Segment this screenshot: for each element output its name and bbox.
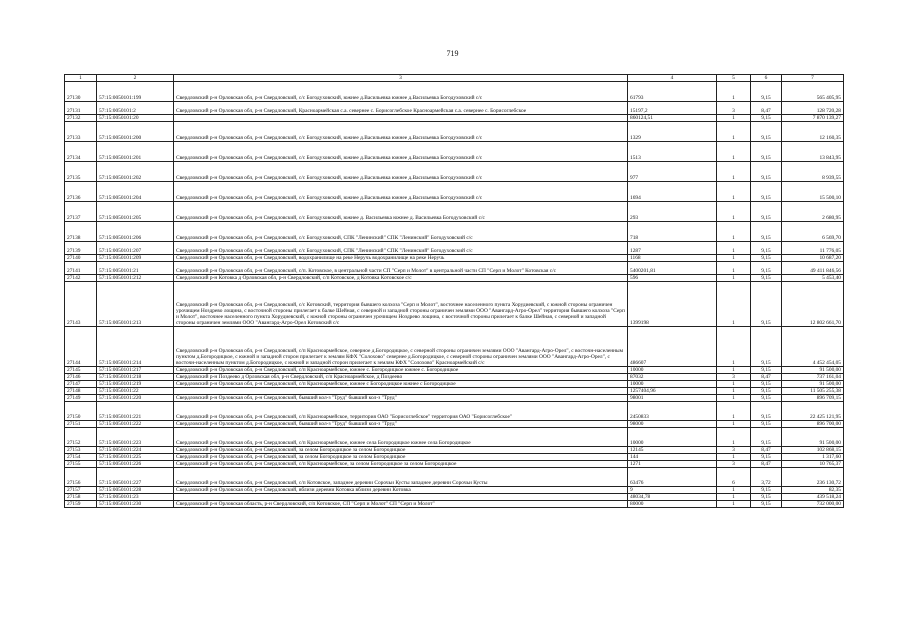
cadastral-number-cell: 57:15:0050101:206 (97, 222, 174, 242)
row-number-cell: 27152 (65, 428, 97, 447)
row-number-cell: 27131 (65, 102, 97, 115)
cadastral-number-cell: 57:15:0050101:205 (97, 202, 174, 222)
cadastral-number-cell: 57:15:0050101:217 (97, 367, 174, 374)
value-cell: 11 776,05 (782, 242, 844, 255)
rate-cell: 9,15 (751, 115, 782, 122)
rate-cell: 9,15 (751, 501, 782, 508)
row-number-cell: 27139 (65, 242, 97, 255)
column-5-cell: 1 (717, 381, 751, 388)
cadastral-number-cell: 57:15:0050101:227 (97, 468, 174, 487)
location-cell: Свердловский р-н Орловская обл, р-н Свердловский, с/п. Котовское, в центральной части СП "Серп и Молот" в центральной части СП "Серп и Молот" Котовская с/с (174, 262, 628, 275)
area-cell: 977 (628, 162, 717, 182)
area-cell: 9 (628, 487, 717, 494)
value-cell: 12 160,35 (782, 122, 844, 142)
table-row (65, 501, 844, 508)
value-cell: 91 500,00 (782, 381, 844, 388)
rate-cell: 9,15 (751, 262, 782, 275)
column-5-cell: 1 (717, 275, 751, 282)
table-row (65, 275, 844, 282)
cadastral-number-cell: 57:15:0050101:228 (97, 487, 174, 494)
value-cell: 732 000,00 (782, 501, 844, 508)
column-5-cell: 1 (717, 454, 751, 461)
location-cell: Свердловский р-н Котовка д Орловская обл, р-н Свердловский, с/п Котовское, д Котовка Котовское с/с (174, 275, 628, 282)
column-5-cell: 1 (717, 501, 751, 508)
rate-cell: 9,15 (751, 82, 782, 102)
table-row (65, 327, 844, 367)
row-number-cell: 27145 (65, 367, 97, 374)
location-cell: Свердловский р-н Орловская обл, р-н Свердловский, с/с Богодуховский, южнее д.Васильевка южнее д.Васильевка Богодуховский с/с (174, 182, 628, 202)
cadastral-number-cell: 57:15:0050101:230 (97, 501, 174, 508)
area-cell: 15197,2 (628, 102, 717, 115)
location-cell: Свердловский р-н Орловская обл, р-н Свердловский, за селом Богородицкое за селом Богородицкое (174, 447, 628, 454)
cadastral-number-cell: 57:15:0050101:2 (97, 102, 174, 115)
location-cell: Свердловский р-н Орловская обл, р-н Свердловский, бывший кол-з "Труд" бывший кол-з "Труд" (174, 395, 628, 402)
area-cell: 12145 (628, 447, 717, 454)
table-row (65, 82, 844, 102)
location-cell: Свердловский р-н Орловская обл, р-н Свердловский, с/п Красноармейское, северное д.Богородицкое, с северной стороны ограничен землями ООО "Авангард-Агро-Орел", с восточн-населенным пунктом д.Богородицкое, с южной и западной сторон прилегает к землям КФХ "Солохово" севернее д.Богородицкое, с северной стороны ограничен землями ООО "Авангард-Агро-Орел", с восточн-населенным пунктом д.Богородицкое, с южной и западной сторон прилегает к землям КФХ "Солохово" Красноармейский с/с (174, 327, 628, 367)
row-number-cell: 27137 (65, 202, 97, 222)
rate-cell: 8,47 (751, 374, 782, 381)
column-5-cell: 3 (717, 102, 751, 115)
row-number-cell: 27158 (65, 494, 97, 501)
table-row (65, 454, 844, 461)
rate-cell: 9,15 (751, 388, 782, 395)
rate-cell: 9,15 (751, 202, 782, 222)
value-cell: 5 453,40 (782, 275, 844, 282)
table-row (65, 115, 844, 122)
cadastral-number-cell: 57:15:0050101:219 (97, 381, 174, 388)
cadastral-number-cell: 57:15:0050101:23 (97, 494, 174, 501)
area-cell: 61793 (628, 82, 717, 102)
table-row (65, 468, 844, 487)
area-cell: 1271 (628, 461, 717, 468)
value-cell: 13 843,95 (782, 142, 844, 162)
value-cell: 236 130,72 (782, 468, 844, 487)
area-cell: 144 (628, 454, 717, 461)
location-cell: Свердловский р-н Орловская обл, р-н Свердловский, вблизи деревни Котовка вблизи деревни Котовка (174, 487, 628, 494)
cadastral-number-cell: 57:15:0050101:226 (97, 461, 174, 468)
rate-cell: 8,47 (751, 102, 782, 115)
column-header-2: 2 (97, 75, 174, 82)
column-5-cell: 1 (717, 202, 751, 222)
rate-cell: 9,15 (751, 395, 782, 402)
cadastral-number-cell: 57:15:0050101:218 (97, 374, 174, 381)
rate-cell: 9,15 (751, 454, 782, 461)
value-cell: 6 569,70 (782, 222, 844, 242)
location-cell: Свердловский р-н Орловская обл, р-н Свердловский, водохранилище на реке Неручь водохранилище на реке Неручь (174, 255, 628, 262)
area-cell: 293 (628, 202, 717, 222)
location-cell: Свердловский р-н Орловская обл, р-н Свердловский, с/с Богодуховский, СПК "Ленинский" СПК "Ленинский" Богодуховский с/с (174, 222, 628, 242)
cadastral-number-cell: 57:15:0050101:201 (97, 142, 174, 162)
area-cell: 10000 (628, 381, 717, 388)
column-header-3: 3 (174, 75, 628, 82)
location-cell: Свердловский р-н Орловская обл, р-н Свердловский, с/с Богодуховский, южнее д.Васильевка южнее д.Васильевка Богодуховский с/с (174, 162, 628, 182)
column-5-cell: 3 (717, 461, 751, 468)
table-row (65, 402, 844, 421)
value-cell: 2 680,95 (782, 202, 844, 222)
row-number-cell: 27130 (65, 82, 97, 102)
value-cell: 91 500,00 (782, 428, 844, 447)
value-cell: 10 687,20 (782, 255, 844, 262)
value-cell: 1 317,60 (782, 454, 844, 461)
row-number-cell: 27154 (65, 454, 97, 461)
value-cell: 12 802 661,70 (782, 282, 844, 327)
area-cell: 860124,51 (628, 115, 717, 122)
column-5-cell: 1 (717, 487, 751, 494)
value-cell: 896 700,00 (782, 421, 844, 428)
location-cell: Свердловский р-н Орловская обл, р-н Свердловский, с/с Богодуховский, СПК "Ленинский" СПК "Ленинский" Богодуховский с/с (174, 242, 628, 255)
row-number-cell: 27151 (65, 421, 97, 428)
value-cell: 102 868,15 (782, 447, 844, 454)
location-cell: Свердловский р-н Орловская обл, р-н Свердловский, с/с Богодуховский, южнее д.Васильевка южнее д.Васильевка Богодуховский с/с (174, 142, 628, 162)
area-cell: 10000 (628, 367, 717, 374)
row-number-cell: 27147 (65, 381, 97, 388)
table-row (65, 388, 844, 395)
cadastral-number-cell: 57:15:0050101:213 (97, 282, 174, 327)
value-cell: 10 765,37 (782, 461, 844, 468)
value-cell: 896 709,15 (782, 395, 844, 402)
table-row (65, 122, 844, 142)
table-row (65, 374, 844, 381)
area-cell: 718 (628, 222, 717, 242)
table-row (65, 428, 844, 447)
rate-cell: 9,15 (751, 487, 782, 494)
area-cell: 2450833 (628, 402, 717, 421)
rate-cell: 9,15 (751, 275, 782, 282)
column-5-cell: 1 (717, 115, 751, 122)
location-cell: Свердловский р-н Орловская обл, р-н Свердловский, с/с Богодуховский, южнее д.Васильевка южнее д.Васильевка Богодуховский с/с (174, 122, 628, 142)
table-row (65, 447, 844, 454)
cadastral-number-cell: 57:15:0050101:202 (97, 162, 174, 182)
value-cell: 91 500,00 (782, 367, 844, 374)
area-cell: 1287 (628, 242, 717, 255)
location-cell: Свердловский р-н Орловская обл, р-н Свердловский, за селом Богородицкое за селом Богородицкое (174, 454, 628, 461)
column-5-cell: 1 (717, 395, 751, 402)
value-cell: 49 411 846,56 (782, 262, 844, 275)
table-row (65, 222, 844, 242)
area-cell: 5400201,81 (628, 262, 717, 275)
value-cell: 8 939,55 (782, 162, 844, 182)
row-number-cell: 27133 (65, 122, 97, 142)
column-5-cell: 1 (717, 222, 751, 242)
rate-cell: 9,15 (751, 142, 782, 162)
column-5-cell: 1 (717, 327, 751, 367)
area-cell: 87032 (628, 374, 717, 381)
row-number-cell: 27134 (65, 142, 97, 162)
value-cell: 4 452 454,05 (782, 327, 844, 367)
rate-cell: 9,15 (751, 162, 782, 182)
area-cell: 486607 (628, 327, 717, 367)
column-5-cell: 1 (717, 367, 751, 374)
area-cell: 80000 (628, 501, 717, 508)
table-row (65, 242, 844, 255)
column-5-cell: 1 (717, 122, 751, 142)
column-5-cell: 3 (717, 447, 751, 454)
row-number-cell: 27135 (65, 162, 97, 182)
row-number-cell: 27138 (65, 222, 97, 242)
location-cell: Свердловский р-н Орловская обл, р-н Свердловский, с/п Красноармейское, южнее села Богородицкое южнее села Богородицкое (174, 428, 628, 447)
value-cell: 82,35 (782, 487, 844, 494)
location-cell: Свердловский р-н Поздеево д Орловская обл, р-н Свердловский, с/п Красноармейское, д Поздеево (174, 374, 628, 381)
table-row (65, 461, 844, 468)
location-cell: Свердловский р-н Орловская обл, р-н Свердловский, с/п Красноармейское, территория ОАО "Борисоглебское" территория ОАО "Борисоглебское" (174, 402, 628, 421)
rate-cell: 9,15 (751, 381, 782, 388)
location-cell: Свердловский р-н Орловская область, р-н Свердловский, с/п Котовское, СП "Серп и Молот" СП "Серп и Молот" (174, 501, 628, 508)
table-row (65, 255, 844, 262)
location-cell: Свердловский р-н Орловская обл, р-н Свердловский, с/с Богодуховский, южнее д. Васильевка южнее д. Васильевка Богодуховский с/с (174, 202, 628, 222)
value-cell: 737 161,04 (782, 374, 844, 381)
row-number-cell: 27132 (65, 115, 97, 122)
column-5-cell: 1 (717, 142, 751, 162)
table-row (65, 202, 844, 222)
row-number-cell: 27150 (65, 402, 97, 421)
cadastral-number-cell: 57:15:0050101:199 (97, 82, 174, 102)
area-cell: 10000 (628, 428, 717, 447)
row-number-cell: 27141 (65, 262, 97, 275)
column-header-7: 7 (782, 75, 844, 82)
value-cell: 565 405,95 (782, 82, 844, 102)
column-5-cell: 1 (717, 428, 751, 447)
rate-cell: 9,15 (751, 367, 782, 374)
table-row (65, 182, 844, 202)
location-cell: Свердловский р-н Орловская обл, р-н Свердловский, с/п Котовское, западнее деревни Сорочьи Кусты западнее деревни Сорочьи Кусты (174, 468, 628, 487)
location-cell: Свердловский р-н Орловская обл, р-н Свердловский, с/п Красноармейское, за селом Богородицкое за селом Богородицкое (174, 461, 628, 468)
row-number-cell: 27157 (65, 487, 97, 494)
cadastral-number-cell: 57:15:0050101:20 (97, 115, 174, 122)
cadastral-number-cell: 57:15:0050101:207 (97, 242, 174, 255)
cadastral-number-cell: 57:15:0050101:200 (97, 122, 174, 142)
table-row (65, 487, 844, 494)
location-cell: Свердловский р-н Орловская обл, р-н Свердловский, Красноармейская с.а. севернее с. Борисоглебское Красноармейская с.а. севернее с. Борисоглебское (174, 102, 628, 115)
location-cell: Свердловский р-н Орловская обл, р-н Свердловский, с/п Красноармейское, южнее с Богородицкое южнее с Богородицкое (174, 381, 628, 388)
rate-cell: 9,15 (751, 255, 782, 262)
rate-cell: 9,15 (751, 282, 782, 327)
column-5-cell: 1 (717, 494, 751, 501)
column-5-cell: 3 (717, 374, 751, 381)
column-5-cell: 1 (717, 82, 751, 102)
cadastral-number-cell: 57:15:0050101:204 (97, 182, 174, 202)
location-cell: Свердловский р-н Орловская обл, р-н Свердловский, с/с Котовский, территория бывшего колхоза "Серп и Молот", восточнее населенного пункта Хорудиевский, с южной стороны ограничен урочищем Ноздрево лощина, с восточной стороны прилегает к балке Шейная, с северной и западной стороны ограничен землями ООО "Авангард-Агро-Орел" территория бывшего колхоза "Серп и Молот", восточнее населенного пункта Хорудиевский, с южной стороны ограничен урочищем Ноздрево лощина, с восточной стороны прилегает к балке Шейная, с северной и западной стороны ограничен землями ООО "Авангард-Агро-Орел Котовский с/с (174, 282, 628, 327)
column-header-1: 1 (65, 75, 97, 82)
table-row (65, 421, 844, 428)
table-row (65, 395, 844, 402)
row-number-cell: 27144 (65, 327, 97, 367)
rate-cell: 3,72 (751, 468, 782, 487)
rate-cell: 9,15 (751, 402, 782, 421)
column-5-cell: 1 (717, 421, 751, 428)
location-cell: Свердловский р-н Орловская обл, р-н Свердловский, с/с Богодуховский, южнее д.Васильевка южнее д.Васильевка Богодуховский с/с (174, 82, 628, 102)
row-number-cell: 27136 (65, 182, 97, 202)
table-body (65, 82, 844, 508)
location-cell (174, 494, 628, 501)
column-header-5: 5 (717, 75, 751, 82)
rate-cell: 8,47 (751, 461, 782, 468)
location-cell (174, 388, 628, 395)
area-cell: 98001 (628, 395, 717, 402)
table-row (65, 162, 844, 182)
column-5-cell: 1 (717, 262, 751, 275)
cadastral-number-cell: 57:15:0050101:209 (97, 255, 174, 262)
cadastral-number-cell: 57:15:0050101:220 (97, 395, 174, 402)
rate-cell: 9,15 (751, 327, 782, 367)
row-number-cell: 27140 (65, 255, 97, 262)
page-number: 719 (446, 49, 459, 58)
row-number-cell: 27149 (65, 395, 97, 402)
column-5-cell: 1 (717, 242, 751, 255)
cadastral-number-cell: 57:15:0050101:22 (97, 388, 174, 395)
area-cell: 1168 (628, 255, 717, 262)
column-5-cell: 1 (717, 402, 751, 421)
rate-cell: 9,15 (751, 122, 782, 142)
row-number-cell: 27153 (65, 447, 97, 454)
cadastral-number-cell: 57:15:0050101:221 (97, 402, 174, 421)
table-row (65, 494, 844, 501)
row-number-cell: 27142 (65, 275, 97, 282)
area-cell: 1399198 (628, 282, 717, 327)
column-5-cell: 1 (717, 255, 751, 262)
row-number-cell: 27146 (65, 374, 97, 381)
land-register-table (64, 74, 844, 508)
value-cell: 7 870 139,27 (782, 115, 844, 122)
table-row (65, 381, 844, 388)
column-5-cell: 1 (717, 282, 751, 327)
column-header-6: 6 (751, 75, 782, 82)
value-cell: 128 720,28 (782, 102, 844, 115)
area-cell: 63476 (628, 468, 717, 487)
row-number-cell: 27156 (65, 468, 97, 487)
cadastral-number-cell: 57:15:0050101:225 (97, 454, 174, 461)
cadastral-number-cell: 57:15:0050101:21 (97, 262, 174, 275)
location-cell (174, 115, 628, 122)
table-row (65, 367, 844, 374)
header-row (65, 75, 844, 82)
area-cell: 596 (628, 275, 717, 282)
value-cell: 439 518,24 (782, 494, 844, 501)
cadastral-number-cell: 57:15:0050101:222 (97, 421, 174, 428)
table-row (65, 262, 844, 275)
rate-cell: 9,15 (751, 494, 782, 501)
rate-cell: 9,15 (751, 242, 782, 255)
area-cell: 1257404,96 (628, 388, 717, 395)
table-row (65, 142, 844, 162)
rate-cell: 9,15 (751, 421, 782, 428)
rate-cell: 9,15 (751, 428, 782, 447)
cadastral-number-cell: 57:15:0050101:214 (97, 327, 174, 367)
column-header-4: 4 (628, 75, 717, 82)
cadastral-number-cell: 57:15:0050101:223 (97, 428, 174, 447)
table-row (65, 282, 844, 327)
area-cell: 98000 (628, 421, 717, 428)
rate-cell: 8,47 (751, 447, 782, 454)
row-number-cell: 27159 (65, 501, 97, 508)
row-number-cell: 27143 (65, 282, 97, 327)
cadastral-number-cell: 57:15:0050101:212 (97, 275, 174, 282)
location-cell: Свердловский р-н Орловская обл, р-н Свердловский, с/п Красноармейское, южнее с. Богородицкое южнее с. Богородицкое (174, 367, 628, 374)
value-cell: 11 505 255,38 (782, 388, 844, 395)
value-cell: 22 425 121,95 (782, 402, 844, 421)
column-5-cell: 1 (717, 388, 751, 395)
table-row (65, 102, 844, 115)
cadastral-number-cell: 57:15:0050101:224 (97, 447, 174, 454)
row-number-cell: 27155 (65, 461, 97, 468)
location-cell: Свердловский р-н Орловская обл, р-н Свердловский, бывший кол-з "Труд" бывший кол-з "Труд" (174, 421, 628, 428)
area-cell: 48034,78 (628, 494, 717, 501)
area-cell: 1329 (628, 122, 717, 142)
area-cell: 1513 (628, 142, 717, 162)
row-number-cell: 27148 (65, 388, 97, 395)
column-5-cell: 6 (717, 468, 751, 487)
column-5-cell: 1 (717, 162, 751, 182)
area-cell: 1694 (628, 182, 717, 202)
column-5-cell: 1 (717, 182, 751, 202)
value-cell: 15 500,10 (782, 182, 844, 202)
rate-cell: 9,15 (751, 222, 782, 242)
rate-cell: 9,15 (751, 182, 782, 202)
